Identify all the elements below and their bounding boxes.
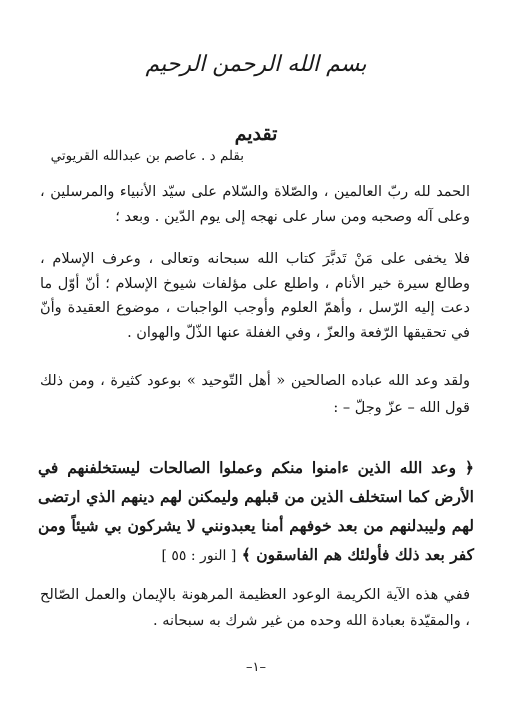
quran-verse: [38, 453, 474, 571]
basmala-calligraphy: بسم الله الرحمن الرحيم: [145, 52, 367, 77]
page-number: –١–: [246, 660, 266, 675]
verse-open-bracket: ﴿: [464, 458, 474, 477]
paragraph-conclusion: ففي هذه الآية الكريمة الوعود العظيمة المرهونة بالإيمان والعمل الصّالح ، والمقيّدة بعبادة الله وحده من غير شرك به سبحانه .: [40, 587, 470, 629]
author-byline: بقلم د . عاصم بن عبدالله القريوتي: [50, 148, 244, 164]
verse-text: وعد الله الذين ءامنوا منكم وعملوا الصالحات ليستخلفنهم في الأرض كما استخلف الذين من قبلهم وليمكنن لهم دينهم الذي ارتضى لهم وليبدلنهم من بعد خوفهم أمنا يعبدونني لا يشركون بي شيئاً ومن كفر بعد ذلك فأولئك هم الفاسقون: [38, 458, 474, 564]
verse-reference: [ النور : ٥٥ ]: [161, 548, 237, 564]
verse-close-bracket: ﴾: [241, 545, 251, 564]
paragraph-opening: الحمد لله ربّ العالمين ، والصّلاة والسّلام على سيّد الأنبياء والمرسلين ، وعلى آله وصحبه ومن سار على نهجه إلى يوم الدّين . وبعد ؛: [40, 184, 470, 225]
page-title: تقديم: [234, 123, 278, 145]
paragraph-promise: ولقد وعد الله عباده الصالحين « أهل التّوحيد » بوعود كثيرة ، ومن ذلك قول الله – عزّ وجلّ – :: [40, 373, 470, 416]
paragraph-intro: فلا يخفى على مَنْ تَدبَّرَ كتاب الله سبحانه وتعالى ، وعرف الإسلام ، وطالع سيرة خير الأنام ، واطلع على مؤلفات شيوخ الإسلام ؛ أنّ أوّل ما دعت إليه الرّسل ، وأهمّ العلوم وأوجب الواجبات ، موضوع العقيدة وأنّ في تحقيقها الرّفعة والعزّ ، وفي الغفلة عنها الذّلّ والهوان .: [40, 251, 470, 341]
